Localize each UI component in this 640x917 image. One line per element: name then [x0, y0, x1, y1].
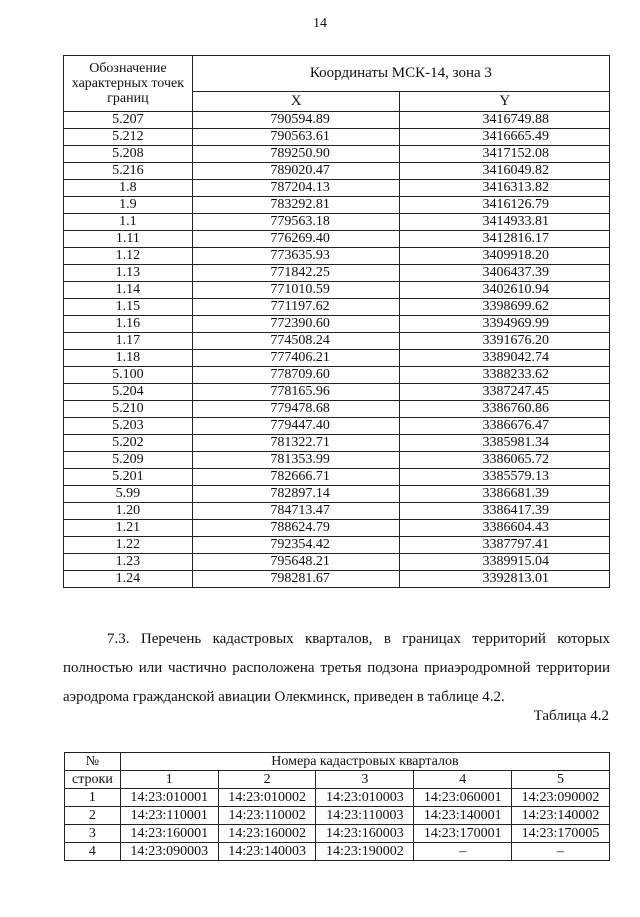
x-cell: 778165.96 — [192, 384, 400, 401]
x-cell: 795648.21 — [192, 554, 400, 571]
point-cell: 1.1 — [64, 214, 193, 231]
point-cell: 1.11 — [64, 231, 193, 248]
x-cell: 771197.62 — [192, 299, 400, 316]
x-cell: 787204.13 — [192, 180, 400, 197]
cadastral-header-row — [65, 753, 610, 771]
point-cell: 1.17 — [64, 333, 193, 350]
cadastral-quarter-cell: 14:23:140002 — [512, 807, 610, 825]
coordinate-row — [64, 554, 610, 571]
y-cell: 3417152.08 — [400, 146, 610, 163]
coordinate-row — [64, 265, 610, 282]
paragraph-line-3: аэродрома гражданской авиации Олекминск, приведен в таблице 4.2. — [63, 689, 505, 705]
cadastral-quarter-cell: 14:23:010003 — [316, 789, 414, 807]
coordinate-row — [64, 282, 610, 299]
x-cell: 776269.40 — [192, 231, 400, 248]
x-cell: 782666.71 — [192, 469, 400, 486]
x-cell: 789250.90 — [192, 146, 400, 163]
x-cell: 771842.25 — [192, 265, 400, 282]
coordinate-row — [64, 401, 610, 418]
coordinate-row — [64, 214, 610, 231]
x-cell: 777406.21 — [192, 350, 400, 367]
table-4-2-label: Таблица 4.2 — [533, 708, 609, 724]
column-number-header: 1 — [120, 771, 218, 789]
cadastral-row — [65, 807, 610, 825]
y-cell: 3389915.04 — [400, 554, 610, 571]
y-cell: 3402610.94 — [400, 282, 610, 299]
coordinate-row — [64, 435, 610, 452]
y-cell: 3414933.81 — [400, 214, 610, 231]
x-cell: 779478.68 — [192, 401, 400, 418]
coordinate-row — [64, 299, 610, 316]
point-cell: 5.99 — [64, 486, 193, 503]
cadastral-quarter-cell: 14:23:090002 — [512, 789, 610, 807]
x-cell: 782897.14 — [192, 486, 400, 503]
cadastral-row — [65, 789, 610, 807]
row-header: строки — [65, 771, 121, 789]
x-cell: 779563.18 — [192, 214, 400, 231]
column-number-header: 3 — [316, 771, 414, 789]
column-number-header: 4 — [414, 771, 512, 789]
y-cell: 3416749.88 — [400, 112, 610, 129]
x-cell: 784713.47 — [192, 503, 400, 520]
y-cell: 3409918.20 — [400, 248, 610, 265]
x-cell: 792354.42 — [192, 537, 400, 554]
coordinate-row — [64, 180, 610, 197]
x-cell: 774508.24 — [192, 333, 400, 350]
coordinates-table — [63, 55, 610, 588]
x-cell: 773635.93 — [192, 248, 400, 265]
row-number-cell: 4 — [65, 843, 121, 861]
y-cell: 3392813.01 — [400, 571, 610, 588]
cadastral-quarter-cell: 14:23:140003 — [218, 843, 316, 861]
page-number: 14 — [313, 16, 327, 31]
y-cell: 3386760.86 — [400, 401, 610, 418]
x-cell: 781353.99 — [192, 452, 400, 469]
cadastral-quarter-cell: 14:23:160001 — [120, 825, 218, 843]
cadastral-quarter-cell: 14:23:060001 — [414, 789, 512, 807]
y-cell: 3394969.99 — [400, 316, 610, 333]
point-cell: 5.216 — [64, 163, 193, 180]
y-cell: 3386417.39 — [400, 503, 610, 520]
x-cell: 772390.60 — [192, 316, 400, 333]
cadastral-body — [65, 789, 610, 861]
cadastral-row — [65, 843, 610, 861]
y-cell: 3386604.43 — [400, 520, 610, 537]
x-cell: 798281.67 — [192, 571, 400, 588]
point-cell: 5.204 — [64, 384, 193, 401]
point-cell: 1.18 — [64, 350, 193, 367]
column-number-header: 2 — [218, 771, 316, 789]
point-cell: 1.24 — [64, 571, 193, 588]
coordinate-row — [64, 503, 610, 520]
point-cell: 5.210 — [64, 401, 193, 418]
coordinate-row — [64, 333, 610, 350]
y-cell: 3386676.47 — [400, 418, 610, 435]
point-cell: 1.12 — [64, 248, 193, 265]
point-cell: 1.14 — [64, 282, 193, 299]
paragraph-line-1: 7.3. Перечень кадастровых кварталов, в границах территорий которых — [107, 631, 610, 647]
point-cell: 1.15 — [64, 299, 193, 316]
point-cell: 1.23 — [64, 554, 193, 571]
coordinate-row — [64, 197, 610, 214]
y-cell: 3416313.82 — [400, 180, 610, 197]
coordinate-row — [64, 571, 610, 588]
y-cell: 3385981.34 — [400, 435, 610, 452]
x-cell: 778709.60 — [192, 367, 400, 384]
coordinate-row — [64, 248, 610, 265]
x-cell: 781322.71 — [192, 435, 400, 452]
cadastral-quarter-cell: – — [414, 843, 512, 861]
y-column-header: Y — [400, 92, 610, 112]
y-cell: 3416665.49 — [400, 129, 610, 146]
coordinates-body — [64, 112, 610, 588]
cadastral-quarter-cell: 14:23:110003 — [316, 807, 414, 825]
y-cell: 3398699.62 — [400, 299, 610, 316]
y-cell: 3388233.62 — [400, 367, 610, 384]
coordinate-row — [64, 520, 610, 537]
x-cell: 790563.61 — [192, 129, 400, 146]
row-number-cell: 3 — [65, 825, 121, 843]
coordinate-row — [64, 231, 610, 248]
cadastral-quarters-table — [64, 752, 610, 861]
coordinate-row — [64, 452, 610, 469]
x-cell: 790594.89 — [192, 112, 400, 129]
number-header: № — [65, 753, 121, 771]
point-cell: 5.212 — [64, 129, 193, 146]
y-cell: 3389042.74 — [400, 350, 610, 367]
cadastral-quarter-cell: 14:23:160002 — [218, 825, 316, 843]
coordinate-row — [64, 350, 610, 367]
cadastral-quarter-cell: 14:23:110001 — [120, 807, 218, 825]
coordinate-row — [64, 112, 610, 129]
y-cell: 3416049.82 — [400, 163, 610, 180]
point-label-header: Обозначение характерных точек границ — [64, 56, 193, 112]
coordinate-row — [64, 384, 610, 401]
y-cell: 3386681.39 — [400, 486, 610, 503]
coordinate-row — [64, 146, 610, 163]
point-cell: 5.203 — [64, 418, 193, 435]
coordinate-row — [64, 537, 610, 554]
coordinate-row — [64, 316, 610, 333]
cadastral-quarter-cell: 14:23:160003 — [316, 825, 414, 843]
cadastral-row — [65, 825, 610, 843]
cadastral-quarter-cell: 14:23:170005 — [512, 825, 610, 843]
y-cell: 3391676.20 — [400, 333, 610, 350]
point-cell: 1.16 — [64, 316, 193, 333]
y-cell: 3387797.41 — [400, 537, 610, 554]
x-column-header: X — [192, 92, 400, 112]
point-cell: 5.201 — [64, 469, 193, 486]
coordinate-row — [64, 418, 610, 435]
point-cell: 5.207 — [64, 112, 193, 129]
x-cell: 789020.47 — [192, 163, 400, 180]
cadastral-quarter-cell: 14:23:010002 — [218, 789, 316, 807]
coordinate-row — [64, 163, 610, 180]
cadastral-quarter-cell: 14:23:190002 — [316, 843, 414, 861]
cadastral-quarter-cell: – — [512, 843, 610, 861]
paragraph-line-2: полностью или частично расположена третья подзона приаэродромной территории — [63, 660, 610, 676]
cadastral-quarter-cell: 14:23:170001 — [414, 825, 512, 843]
point-cell: 1.8 — [64, 180, 193, 197]
point-cell: 1.9 — [64, 197, 193, 214]
coordinate-row — [64, 367, 610, 384]
y-cell: 3406437.39 — [400, 265, 610, 282]
cadastral-main-header: Номера кадастровых кварталов — [120, 753, 609, 771]
y-cell: 3386065.72 — [400, 452, 610, 469]
coordinate-row — [64, 486, 610, 503]
x-cell: 779447.40 — [192, 418, 400, 435]
column-number-header: 5 — [512, 771, 610, 789]
coordinate-system-header: Координаты МСК-14, зона 3 — [192, 56, 609, 92]
point-cell: 1.22 — [64, 537, 193, 554]
point-cell: 5.100 — [64, 367, 193, 384]
cadastral-quarter-cell: 14:23:110002 — [218, 807, 316, 825]
paragraph-7-3 — [63, 625, 610, 712]
point-cell: 1.13 — [64, 265, 193, 282]
coordinate-row — [64, 469, 610, 486]
y-cell: 3387247.45 — [400, 384, 610, 401]
y-cell: 3412816.17 — [400, 231, 610, 248]
x-cell: 788624.79 — [192, 520, 400, 537]
point-cell: 5.209 — [64, 452, 193, 469]
cadastral-quarter-cell: 14:23:010001 — [120, 789, 218, 807]
cadastral-quarter-cell: 14:23:140001 — [414, 807, 512, 825]
point-cell: 1.21 — [64, 520, 193, 537]
point-cell: 1.20 — [64, 503, 193, 520]
coordinate-row — [64, 129, 610, 146]
y-cell: 3385579.13 — [400, 469, 610, 486]
x-cell: 783292.81 — [192, 197, 400, 214]
cadastral-quarter-cell: 14:23:090003 — [120, 843, 218, 861]
coordinates-header-row — [64, 56, 610, 92]
point-cell: 5.208 — [64, 146, 193, 163]
point-cell: 5.202 — [64, 435, 193, 452]
x-cell: 771010.59 — [192, 282, 400, 299]
y-cell: 3416126.79 — [400, 197, 610, 214]
row-number-cell: 2 — [65, 807, 121, 825]
row-number-cell: 1 — [65, 789, 121, 807]
cadastral-column-numbers-row — [65, 771, 610, 789]
